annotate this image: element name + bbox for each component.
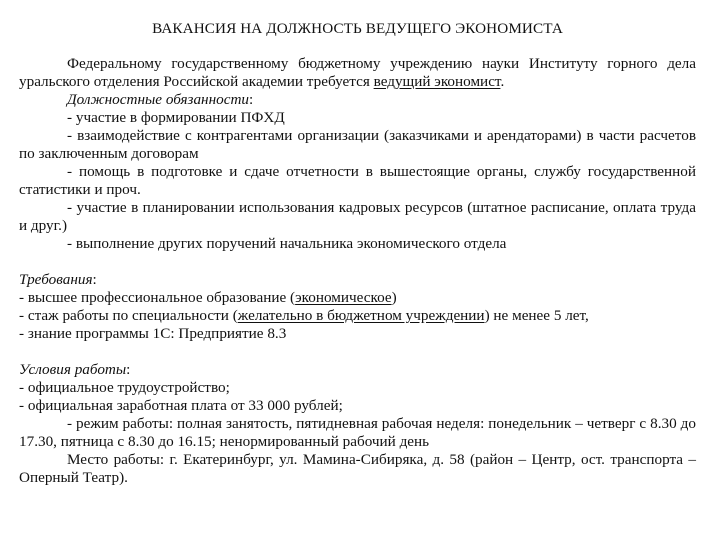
document-title: ВАКАНСИЯ НА ДОЛЖНОСТЬ ВЕДУЩЕГО ЭКОНОМИСТА [152,20,563,37]
requirement-item [19,289,696,307]
requirement-text: - стаж работы по специальности ( [19,307,238,324]
work-location: Место работы: г. Екатеринбург, ул. Мамина-Сибиряка, д. 58 (район – Центр, ост. транспорта – Оперный Театр). [19,451,696,486]
condition-item: - режим работы: полная занятость, пятидневная рабочая неделя: понедельник – четверг с 8.30 до 17.30, пятница с 8.30 до 16.15; ненормированный рабочий день [19,415,696,450]
conditions-heading-line [19,361,696,379]
experience-preference: желательно в бюджетном учреждении [237,307,485,324]
requirement-text: ) [391,289,397,306]
duty-item: - помощь в подготовке и сдаче отчетности в вышестоящие органы, службу государственной статистики и проч. [19,163,696,198]
duties-heading-colon: : [249,91,254,108]
conditions-heading-colon: : [126,361,131,378]
duty-item: - участие в формировании ПФХД [67,109,285,126]
spacer [19,343,696,361]
duties-heading: Должностные обязанности [67,91,250,108]
requirement-text: - высшее профессиональное образование ( [19,289,296,306]
duty-item: - выполнение других поручений начальника экономического отдела [67,235,507,252]
duty-item: - участие в планировании использования кадровых ресурсов (штатное расписание, оплата труда и друг.) [19,199,696,234]
requirements-heading-colon: : [92,271,97,288]
education-field: экономическое [295,289,392,306]
requirements-list [19,289,696,343]
intro-paragraph [19,55,696,91]
conditions-heading: Условия работы [19,361,127,378]
conditions-list [19,379,696,487]
duty-item: - взаимодействие с контрагентами организации (заказчиками и арендаторами) в части расчетов по заключенным договорам [19,127,696,162]
requirement-text: ) не менее 5 лет, [484,307,589,324]
vacancy-document [19,20,696,487]
condition-item: - официальное трудоустройство; [19,379,230,396]
position-name: ведущий экономист [373,73,501,90]
spacer [19,253,696,271]
condition-item: - официальная заработная плата от 33 000 рублей; [19,397,343,414]
intro-text: Федеральному государственному бюджетному учреждению науки Институту горного дела уральского отделения Российской академии требуется [19,55,696,90]
duties-heading-line [19,91,696,109]
requirement-item [19,307,696,325]
requirements-heading: Требования [19,271,93,288]
duties-list [19,109,696,253]
requirement-item: - знание программы 1С: Предприятие 8.3 [19,325,287,342]
intro-end: . [500,73,505,90]
requirements-heading-line [19,271,696,289]
